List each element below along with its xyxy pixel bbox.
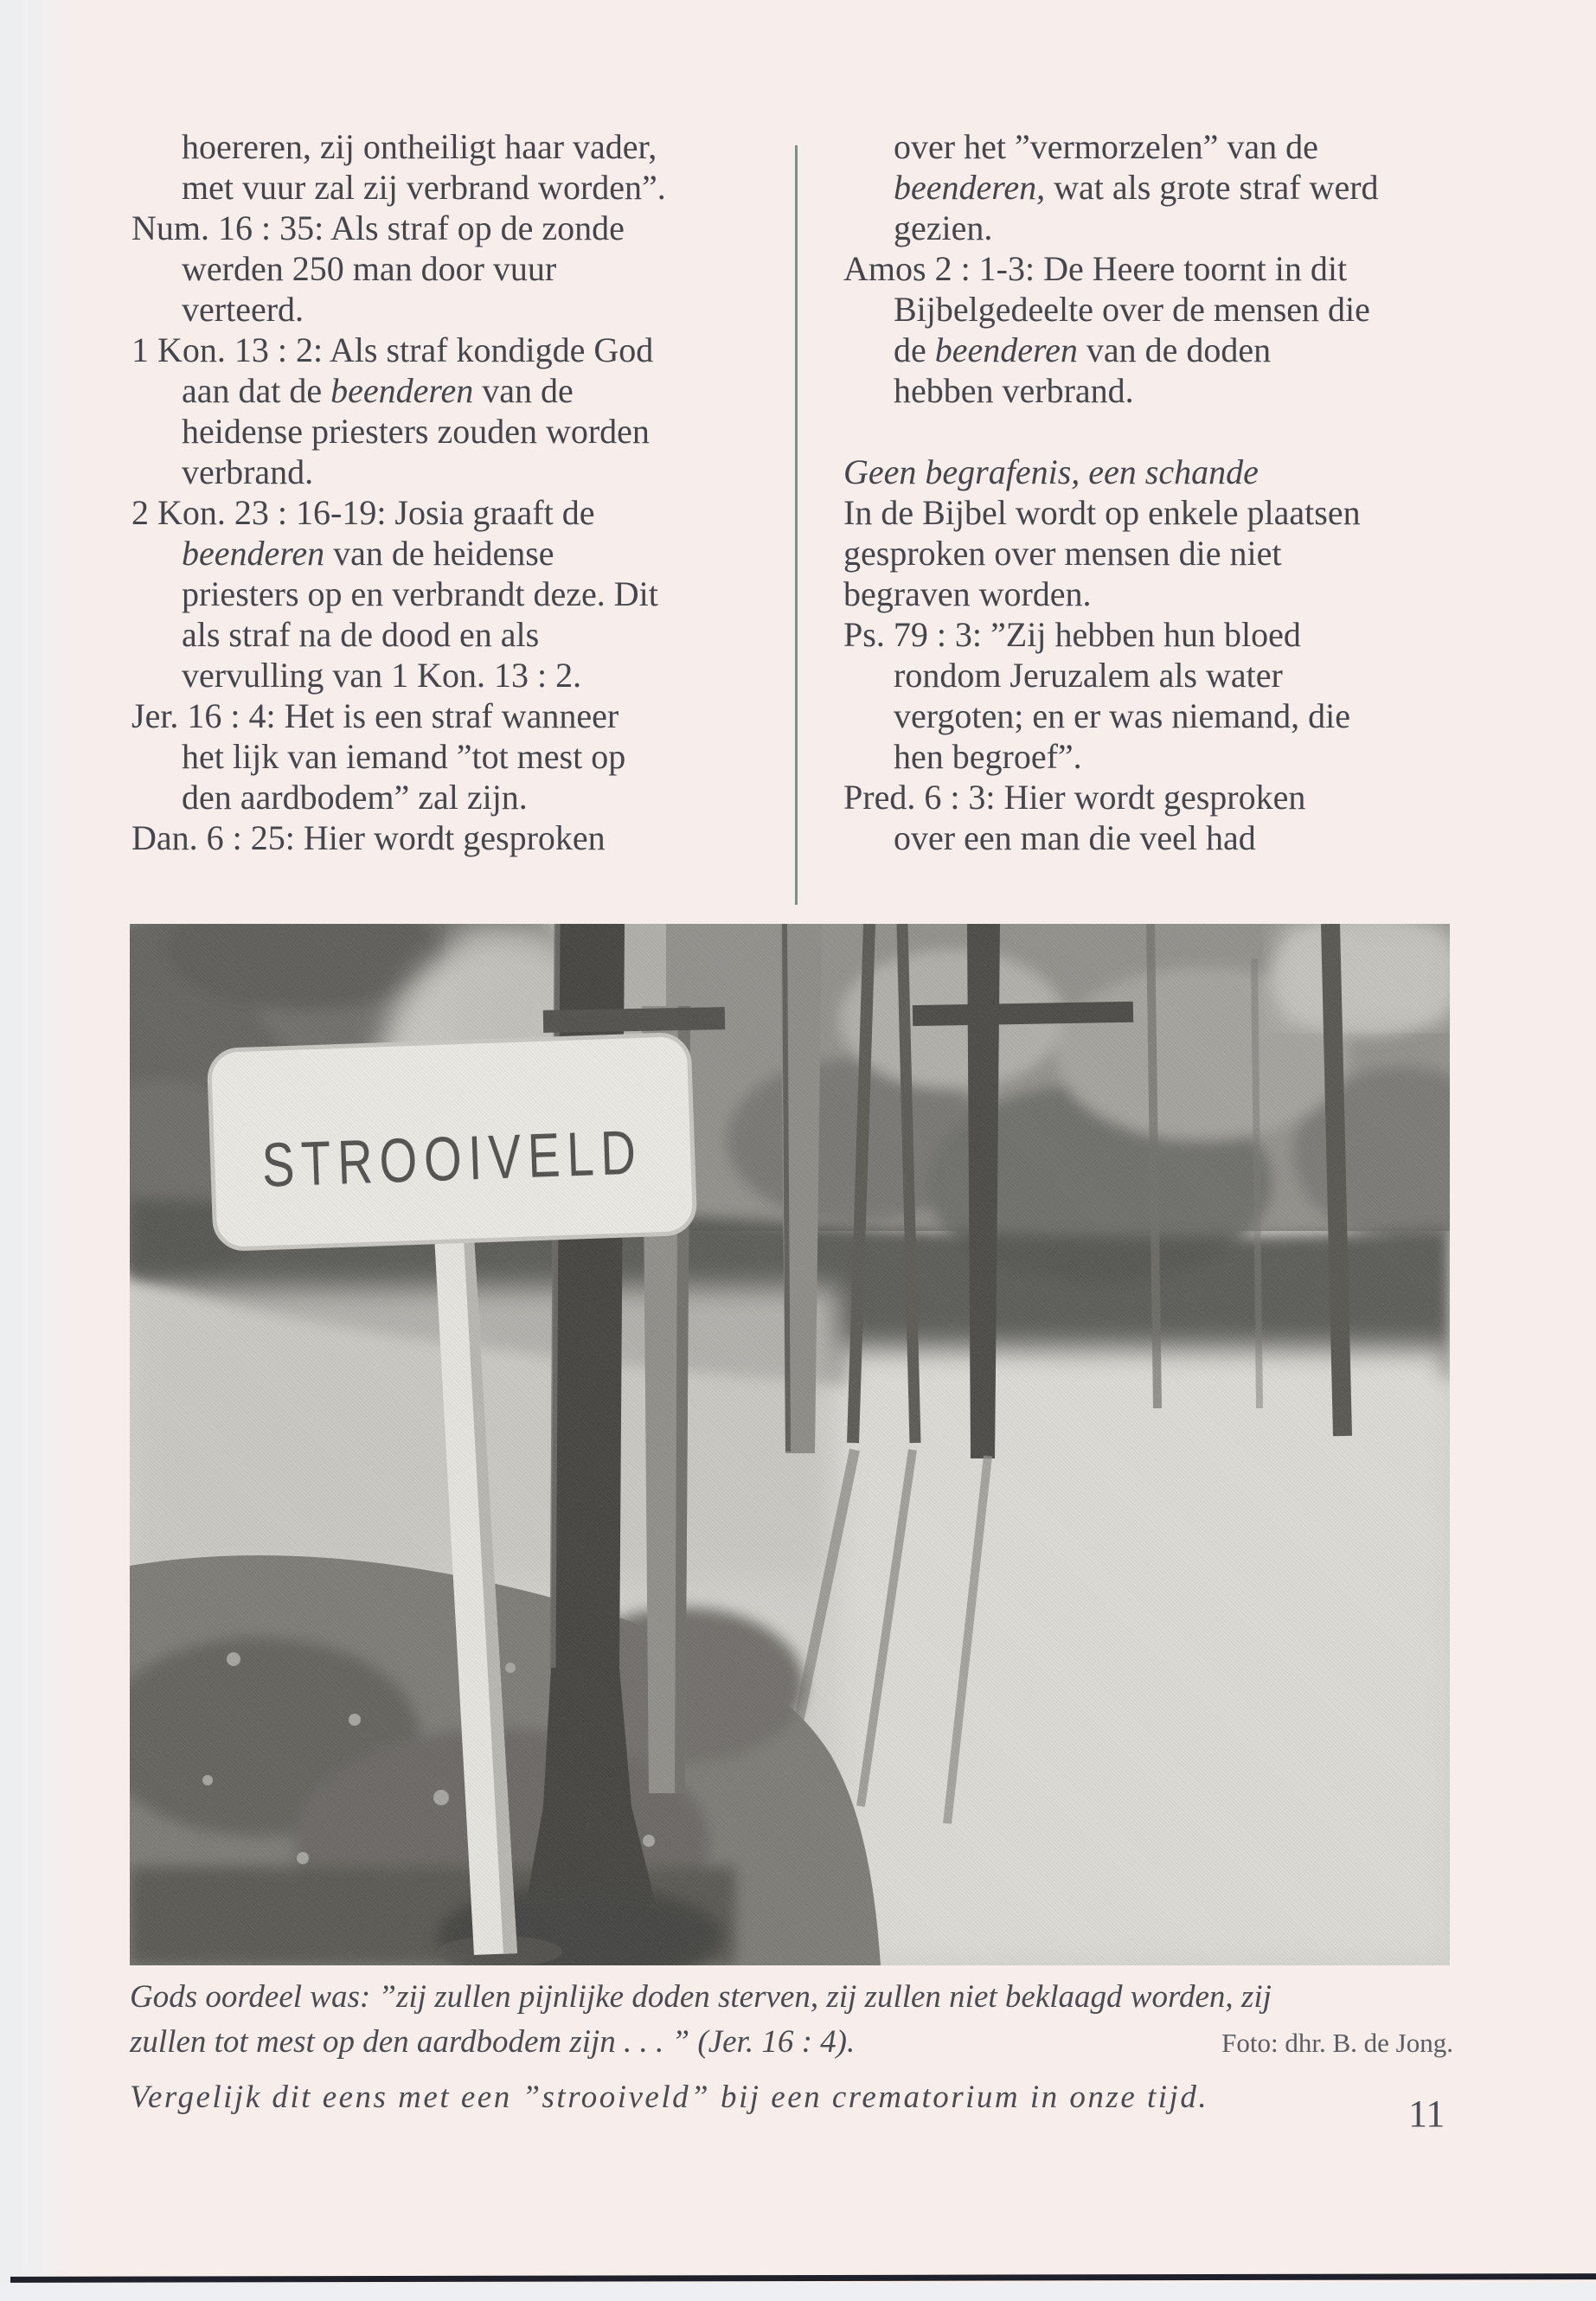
text-line: hen begroef”. <box>894 737 1082 776</box>
blank-line <box>843 411 1488 452</box>
left-column <box>131 126 798 858</box>
text-line: gezien. <box>894 208 993 247</box>
text-line: vergoten; en er was niemand, die <box>894 696 1350 735</box>
right-column <box>843 126 1488 858</box>
text-line: 2 Kon. 23 : 16-19: Josia graaft de <box>131 493 595 532</box>
text-line: gesproken over mensen die niet <box>843 534 1282 573</box>
text-line: over een man die veel had <box>894 818 1256 857</box>
page-bottom-edge <box>10 2273 1596 2283</box>
text-line: hoereren, zij ontheiligt haar vader, <box>182 127 657 166</box>
photo-strooiveld <box>130 924 1450 1965</box>
text-line: vervulling van 1 Kon. 13 : 2. <box>182 656 582 695</box>
text-line: In de Bijbel wordt op enkele plaatsen <box>843 493 1361 532</box>
text-line: werden 250 man door vuur <box>182 249 557 288</box>
photo-caption <box>130 1975 1476 2120</box>
text-line: priesters op en verbrandt deze. Dit <box>182 574 658 613</box>
page-number: 11 <box>1408 2093 1445 2135</box>
text-line: met vuur zal zij verbrand worden”. <box>182 168 666 207</box>
text-line: Pred. 6 : 3: Hier wordt gesproken <box>843 778 1306 817</box>
text-line: beenderen, wat als grote straf werd <box>894 168 1379 207</box>
text-line: begraven worden. <box>843 574 1092 613</box>
column-divider <box>795 145 798 905</box>
caption-line-3: Vergelijk dit eens met een ”strooiveld” bij een crematorium in onze tijd. <box>130 2080 1209 2115</box>
text-line: beenderen van de heidense <box>182 534 554 573</box>
text-line: Amos 2 : 1-3: De Heere toornt in dit <box>843 249 1348 288</box>
text-line: 1 Kon. 13 : 2: Als straf kondigde God <box>131 330 654 369</box>
scan-edge-bottom <box>0 2283 1596 2301</box>
text-line: Geen begrafenis, een schande <box>843 452 1259 491</box>
caption-line-1: Gods oordeel was: ”zij zullen pijnlijke doden sterven, zij zullen niet beklaagd worden, zij <box>130 1979 1272 2015</box>
text-line: Ps. 79 : 3: ”Zij hebben hun bloed <box>843 615 1301 654</box>
caption-line-2: zullen tot mest op den aardbodem zijn . . . ” (Jer. 16 : 4). <box>130 2024 856 2060</box>
text-line: hebben verbrand. <box>894 371 1134 410</box>
scan-edge-left <box>0 0 80 2301</box>
text-line: het lijk van iemand ”tot mest op <box>182 737 626 776</box>
text-line: verbrand. <box>182 452 314 491</box>
text-line: Dan. 6 : 25: Hier wordt gesproken <box>131 818 606 857</box>
text-line: de beenderen van de doden <box>894 330 1272 369</box>
text-line: Jer. 16 : 4: Het is een straf wanneer <box>131 696 619 735</box>
photo-canvas <box>130 924 1450 1965</box>
text-line: rondom Jeruzalem als water <box>894 656 1283 695</box>
text-line: Bijbelgedeelte over de mensen die <box>894 290 1370 329</box>
text-line: Num. 16 : 35: Als straf op de zonde <box>131 208 625 247</box>
photo-credit: Foto: dhr. B. de Jong. <box>1221 2028 1453 2058</box>
text-line: verteerd. <box>182 290 304 329</box>
text-line: als straf na de dood en als <box>182 615 540 654</box>
text-line: aan dat de beenderen van de <box>182 371 574 410</box>
halftone-grain <box>130 924 1450 1965</box>
text-line: heidense priesters zouden worden <box>182 412 650 451</box>
text-line: den aardbodem” zal zijn. <box>182 778 528 817</box>
caption-line-2-row <box>130 2020 1476 2070</box>
text-line: over het ”vermorzelen” van de <box>894 127 1318 166</box>
